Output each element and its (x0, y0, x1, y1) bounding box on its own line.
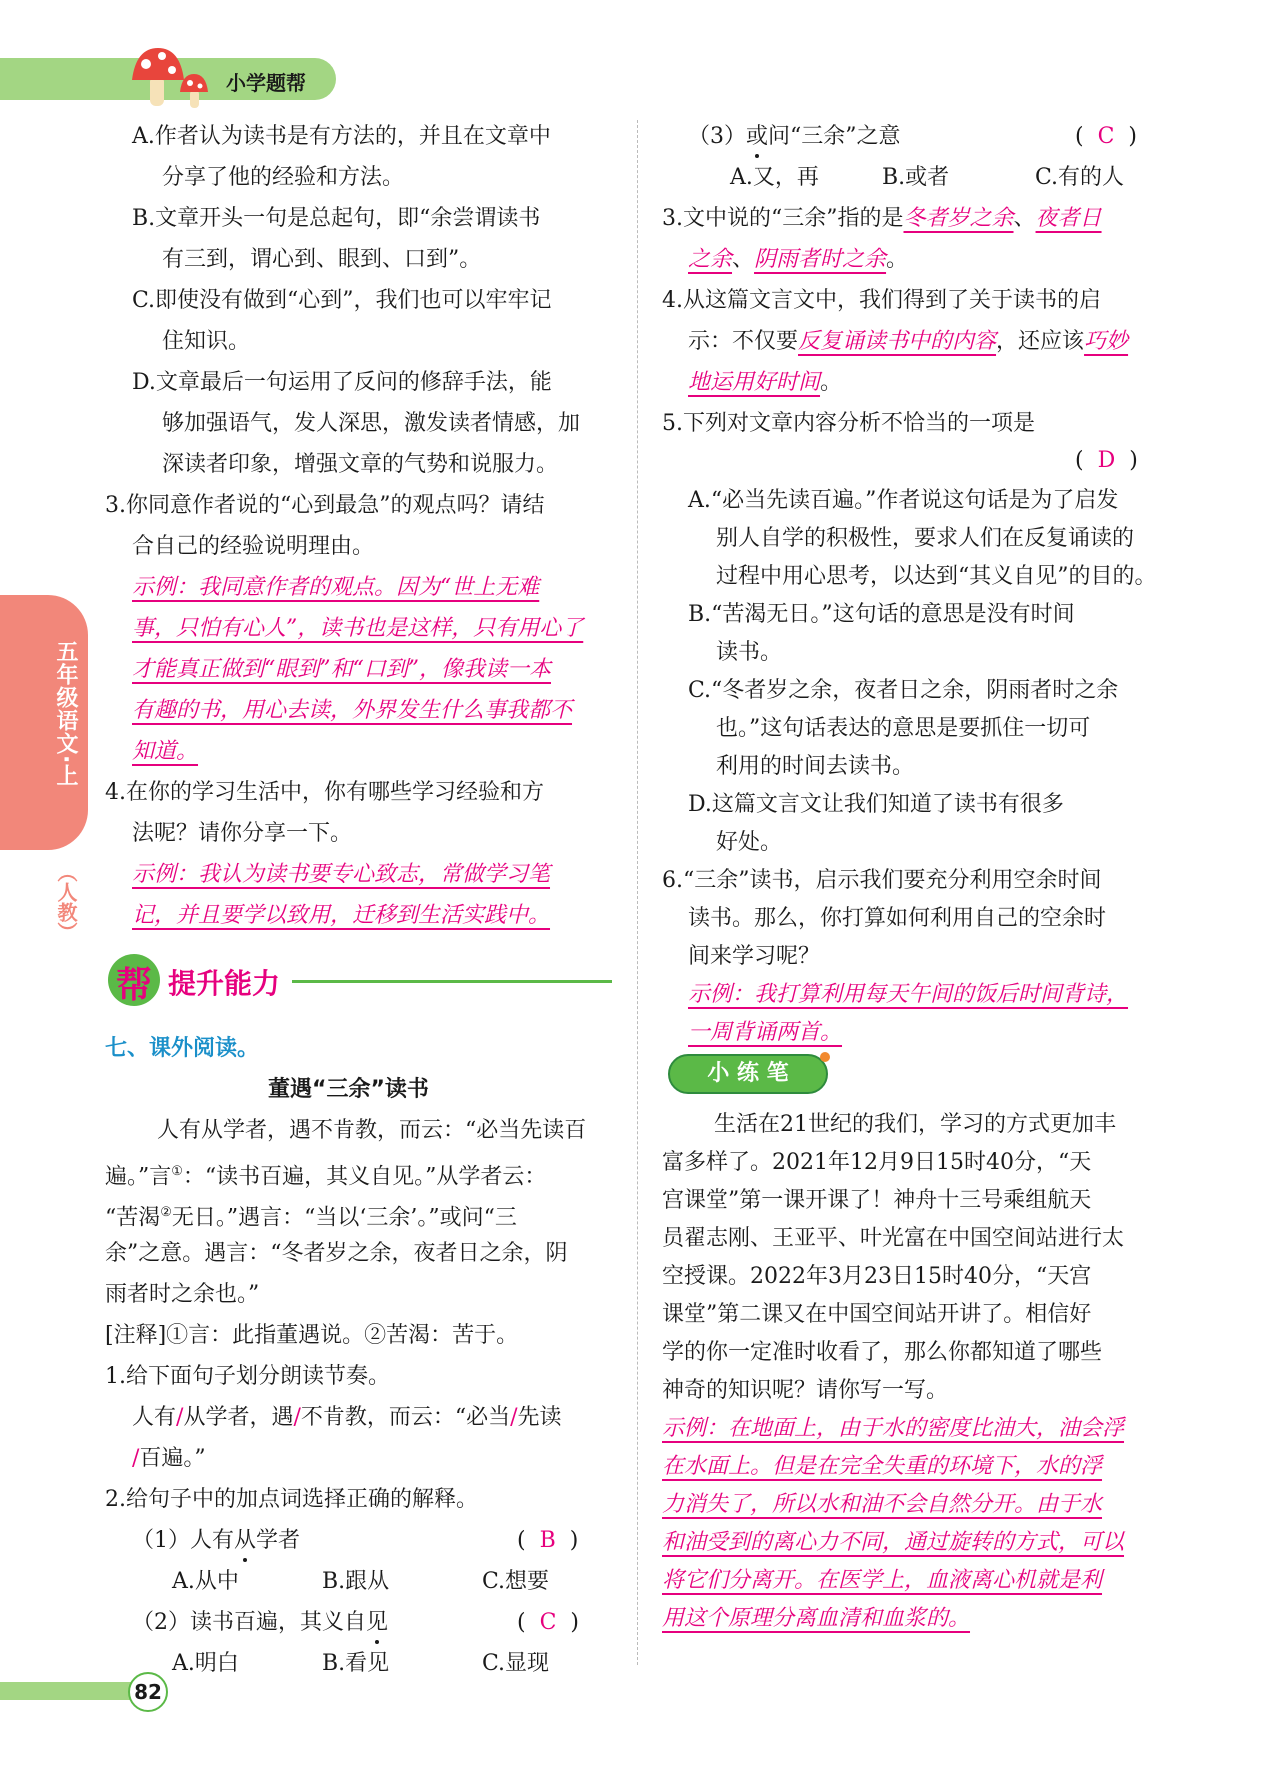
rq6-answer-line2: 一周背诵两首。 (688, 1020, 843, 1045)
passage-title: 董遇“三余”读书 (268, 1077, 429, 1102)
page-number: 82 (128, 1672, 168, 1712)
q3-line2: 合自己的经验说明理由。 (132, 534, 375, 559)
q2-option-d-line3: 深读者印象，增强文章的气势和说服力。 (162, 452, 559, 477)
rq2-item1-opt-b: B.跟从 (322, 1569, 390, 1594)
q3-line1: 3.你同意作者说的“心到最急”的观点吗？请结 (105, 493, 545, 518)
rq2-item3: （3）或问“三余”之意 (688, 122, 901, 152)
rq2-item3-opt-c: C.有的人 (1035, 165, 1125, 190)
passage-line4: 余”之意。遇言：“冬者岁之余，夜者日之余，阴 (105, 1241, 568, 1266)
rq4-line3: 地运用好时间。 (688, 370, 843, 395)
rq5-option-a-line1: A.“必当先读百遍。”作者说这句话是为了启发 (688, 488, 1119, 513)
passage-line5: 雨者时之余也。” (105, 1282, 260, 1307)
q2-option-c-line1: C.即使没有做到“心到”，我们也可以牢牢记 (132, 288, 552, 313)
rq5-option-b-line2: 读书。 (716, 640, 783, 665)
q4-line1: 4.在你的学习生活中，你有哪些学习经验和方 (105, 780, 544, 805)
q4-answer-line1: 示例：我认为读书要专心致志，常做学习笔 (132, 862, 551, 887)
rq5-option-d-line1: D.这篇文言文让我们知道了读书有很多 (688, 792, 1064, 817)
passage-line1: 人有从学者，遇不肯教，而云：“必当先读百 (157, 1118, 587, 1143)
q2-option-a-line1: A.作者认为读书是有方法的，并且在文章中 (132, 124, 551, 149)
rq6-line3: 间来学习呢？ (688, 944, 821, 969)
column-divider (637, 120, 638, 1665)
rq6-line1: 6.“三余”读书，启示我们要充分利用空余时间 (662, 868, 1102, 893)
rq2-item2: （2）读书百遍，其义自见 (132, 1608, 388, 1638)
practice-answer-line6: 用这个原理分离血清和血浆的。 (662, 1606, 971, 1631)
practice-line5: 空授课。2022年3月23日15时40分，“天宫 (662, 1264, 1092, 1289)
passage-line2: 遍。”言①：“读书百遍，其义自见。”从学者云： (105, 1164, 547, 1190)
rq2-item1-opt-c: C.想要 (482, 1569, 550, 1594)
rq1-sentence-line2: /百遍。” (132, 1446, 206, 1471)
practice-line1: 生活在21世纪的我们，学习的方式更加丰 (714, 1112, 1116, 1137)
rq5-option-c-line2: 也。”这句话表达的意思是要抓住一切可 (716, 716, 1091, 741)
footer-bar (0, 1682, 140, 1700)
rq1-sentence-line1: 人有/从学者，遇/不肯教，而云：“必当/先读 (132, 1405, 562, 1430)
rq6-answer-line1: 示例：我打算利用每天午间的饭后时间背诗， (688, 982, 1129, 1007)
practice-line6: 课堂”第二课又在中国空间站开讲了。相信好 (662, 1302, 1092, 1327)
rq2-item2-opt-c: C.显现 (482, 1651, 550, 1676)
passage-note: [注释]①言：此指董遇说。②苦渴：苦于。 (105, 1323, 519, 1348)
section-badge-char: 帮 (116, 965, 153, 1006)
rq2-question: 2.给句子中的加点词选择正确的解释。 (105, 1487, 478, 1512)
rq1-question: 1.给下面句子划分朗读节奏。 (105, 1364, 390, 1389)
rq4-line2: 示：不仅要反复诵读书中的内容，还应该巧妙 (688, 329, 1129, 354)
rq5-option-c-line3: 利用的时间去读书。 (716, 754, 915, 779)
rq2-item3-answer: ( C ) (1075, 124, 1137, 149)
brand-title: 小学题帮 (226, 71, 306, 95)
practice-label-dot (820, 1052, 830, 1062)
rq5-option-a-line3: 过程中用心思考，以达到“其义自见”的目的。 (716, 564, 1157, 589)
side-tab-grade: 五年级语文·上 (53, 640, 78, 788)
q3-answer-line3: 才能真正做到“眼到”和“口到”，像我读一本 (132, 657, 551, 682)
rq2-item1: （1）人有从学者 (132, 1526, 300, 1556)
section-title: 提升能力 (168, 967, 281, 1000)
rq5-option-b-line1: B.“苦渴无日。”这句话的意思是没有时间 (688, 602, 1075, 627)
reading-title: 七、课外阅读。 (105, 1036, 260, 1061)
rq5-option-a-line2: 别人自学的积极性，要求人们在反复诵读的 (716, 526, 1135, 551)
practice-answer-line4: 和油受到的离心力不同，通过旋转的方式，可以 (662, 1530, 1125, 1555)
q3-answer-line1: 示例：我同意作者的观点。因为“世上无难 (132, 575, 540, 600)
q2-option-b-line1: B.文章开头一句是总起句，即“余尝谓读书 (132, 206, 541, 231)
practice-answer-line3: 力消失了，所以水和油不会自然分开。由于水 (662, 1492, 1103, 1517)
q2-option-d-line1: D.文章最后一句运用了反问的修辞手法，能 (132, 370, 552, 395)
rq2-item2-opt-b: B.看见 (322, 1651, 390, 1676)
q4-answer-line2: 记，并且要学以致用，迁移到生活实践中。 (132, 903, 551, 928)
mushroom-icon (128, 42, 220, 114)
q2-option-a-line2: 分享了他的经验和方法。 (162, 165, 405, 190)
practice-answer-line1: 示例：在地面上，由于水的密度比油大，油会浮 (662, 1416, 1125, 1441)
rq6-line2: 读书。那么，你打算如何利用自己的空余时 (688, 906, 1107, 931)
practice-line7: 学的你一定准时收看了，那么你都知道了哪些 (662, 1340, 1103, 1365)
rq5-answer: ( D ) (1075, 448, 1138, 473)
section-rule (292, 980, 612, 983)
q2-option-c-line2: 住知识。 (162, 329, 251, 354)
practice-label: 小 练 笔 (668, 1054, 828, 1094)
q2-option-d-line2: 够加强语气，发人深思，激发读者情感，加 (162, 411, 581, 436)
rq2-item1-opt-a: A.从中 (172, 1569, 239, 1594)
rq4-line1: 4.从这篇文言文中，我们得到了关于读书的启 (662, 288, 1101, 313)
rq2-item1-answer: ( B ) (517, 1528, 579, 1553)
practice-line8: 神奇的知识呢？请你写一写。 (662, 1378, 949, 1403)
rq5-question: 5.下列对文章内容分析不恰当的一项是 (662, 411, 1035, 436)
rq2-item3-opt-b: B.或者 (882, 165, 950, 190)
rq2-item3-opt-a: A.又，再 (730, 165, 819, 190)
q2-option-b-line2: 有三到，谓心到、眼到、口到”。 (162, 247, 482, 272)
side-tab-edition: （人教） (54, 862, 78, 942)
rq3-line2: 之余、阴雨者时之余。 (688, 247, 909, 272)
practice-line3: 宫课堂”第一课开课了！神舟十三号乘组航天 (662, 1188, 1092, 1213)
practice-answer-line5: 将它们分离开。在医学上，血液离心机就是利 (662, 1568, 1103, 1593)
practice-line4: 员翟志刚、王亚平、叶光富在中国空间站进行太 (662, 1226, 1125, 1251)
passage-line3: “苦渴②无日。”遇言：“当以‘三余’。”或问“三 (105, 1205, 517, 1231)
rq2-item2-answer: ( C ) (517, 1610, 579, 1635)
q3-answer-line5: 知道。 (132, 739, 199, 764)
rq3-line1: 3.文中说的“三余”指的是冬者岁之余、夜者日 (662, 206, 1102, 231)
q4-line2: 法呢？请你分享一下。 (132, 821, 353, 846)
practice-line2: 富多样了。2021年12月9日15时40分，“天 (662, 1150, 1092, 1175)
rq5-option-d-line2: 好处。 (716, 830, 783, 855)
q3-answer-line2: 事，只怕有心人”，读书也是这样，只有用心了 (132, 616, 584, 641)
practice-answer-line2: 在水面上。但是在完全失重的环境下，水的浮 (662, 1454, 1103, 1479)
rq2-item2-opt-a: A.明白 (172, 1651, 239, 1676)
rq5-option-c-line1: C.“冬者岁之余，夜者日之余，阴雨者时之余 (688, 678, 1119, 703)
q3-answer-line4: 有趣的书，用心去读，外界发生什么事我都不 (132, 698, 573, 723)
